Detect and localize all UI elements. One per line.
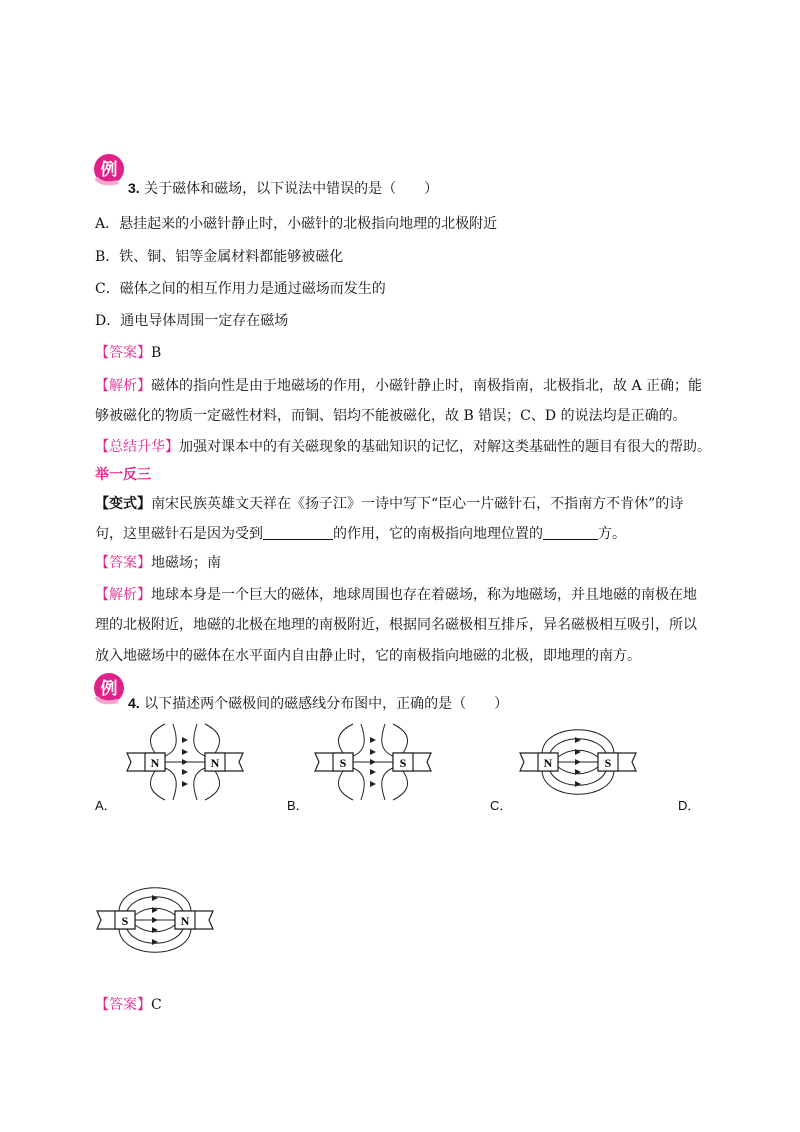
left-pole-label: N [543, 756, 553, 770]
left-pole-label: S [339, 756, 347, 770]
option-label-b: B． [287, 798, 309, 813]
field-line [194, 724, 205, 756]
q3-option-a: A．悬挂起来的小磁针静止时，小磁针的北极指向地理的北极附近 [95, 216, 498, 232]
field-arrow-icon [370, 781, 376, 787]
variant-analysis-cont: 理的北极附近，地磁的北极在地理的南极附近，根据同名磁极相互排斥，异名磁极相互吸引，所以 [95, 617, 697, 633]
field-line [150, 724, 165, 753]
magnet-diagram-c [518, 722, 638, 802]
q3-option-b: B．铁、铜、铝等金属材料都能够被磁化 [95, 249, 344, 265]
right-pole-label: N [210, 756, 220, 770]
left-pole-label: S [121, 914, 129, 928]
svg-text:例: 例 [100, 679, 118, 699]
field-line [353, 768, 364, 800]
q3-analysis-cont: 够被磁化的物质一定磁性材料，而铜、铝均不能被磁化，故 B 错误；C、D 的说法均是正确的。 [95, 408, 687, 424]
variant-question: 【变式】南宋民族英雄文天祥在《扬子江》一诗中写下“臣心一片磁针石，不指南方不肯休”的诗 [95, 496, 684, 512]
field-arrow-icon [152, 895, 158, 901]
right-pole-label: S [604, 756, 612, 770]
field-line [205, 724, 220, 753]
magnet-diagram-a [125, 722, 245, 802]
q3-answer: 【答案】B [95, 345, 162, 361]
field-line [150, 771, 165, 800]
question-4-stem: 4. 以下描述两个磁极间的磁感线分布图中，正确的是（ ） [128, 695, 509, 712]
field-arrow-icon [370, 769, 376, 775]
option-label-a: A． [95, 798, 117, 813]
field-arrow-icon [182, 781, 188, 787]
option-label-c: C． [490, 798, 513, 813]
field-line [205, 771, 220, 800]
field-line [382, 768, 393, 800]
fill-blank[interactable] [543, 525, 598, 540]
field-line [338, 724, 353, 753]
field-line [393, 771, 408, 800]
q3-summary: 【总结升华】加强对课本中的有关磁现象的基础知识的记忆，对解这类基础性的题目有很大的帮助。 [95, 439, 711, 455]
field-arrow-icon [370, 737, 376, 743]
variant-answer: 【答案】地磁场；南 [95, 555, 221, 571]
variant-analysis: 【解析】地球本身是一个巨大的磁体，地球周围也存在着磁场，称为地磁场，并且地磁的南极在地 [95, 587, 697, 603]
fill-blank[interactable] [263, 525, 333, 540]
example-badge-icon [92, 152, 126, 186]
practice-heading: 举一反三 [95, 467, 151, 483]
field-line [165, 768, 176, 800]
field-line [382, 724, 393, 756]
field-line [194, 768, 205, 800]
field-arrow-icon [182, 769, 188, 775]
field-line [338, 771, 353, 800]
example-badge-icon [92, 671, 126, 705]
option-label-d: D． [678, 798, 701, 813]
field-line [165, 724, 176, 756]
field-arrow-icon [370, 749, 376, 755]
q3-option-d: D．通电导体周围一定存在磁场 [95, 313, 289, 329]
right-pole-label: S [399, 756, 407, 770]
magnet-diagram-d [95, 876, 215, 964]
q4-answer: 【答案】C [95, 997, 162, 1013]
field-arrow-icon [182, 749, 188, 755]
field-line [353, 724, 364, 756]
question-3-stem: 3. 关于磁体和磁场，以下说法中错误的是（ ） [128, 180, 439, 197]
field-arrow-icon [575, 781, 581, 787]
magnet-diagram-b [313, 722, 433, 802]
svg-text:例: 例 [100, 160, 118, 180]
q3-option-c: C．磁体之间的相互作用力是通过磁场而发生的 [95, 281, 386, 297]
q3-analysis: 【解析】磁体的指向性是由于地磁场的作用，小磁针静止时，南极指南，北极指北，故 A 正确；能 [95, 378, 703, 394]
field-arrow-icon [575, 737, 581, 743]
left-pole-label: N [150, 756, 160, 770]
field-arrow-icon [152, 939, 158, 945]
field-line [393, 724, 408, 753]
right-pole-label: N [180, 914, 190, 928]
variant-question-cont: 句，这里磁针石是因为受到 的作用，它的南极指向地理位置的 方。 [95, 526, 626, 542]
field-arrow-icon [182, 737, 188, 743]
variant-analysis-cont: 放入地磁场中的磁体在水平面内自由静止时，它的南极指向地磁的北极，即地理的南方。 [95, 648, 641, 664]
